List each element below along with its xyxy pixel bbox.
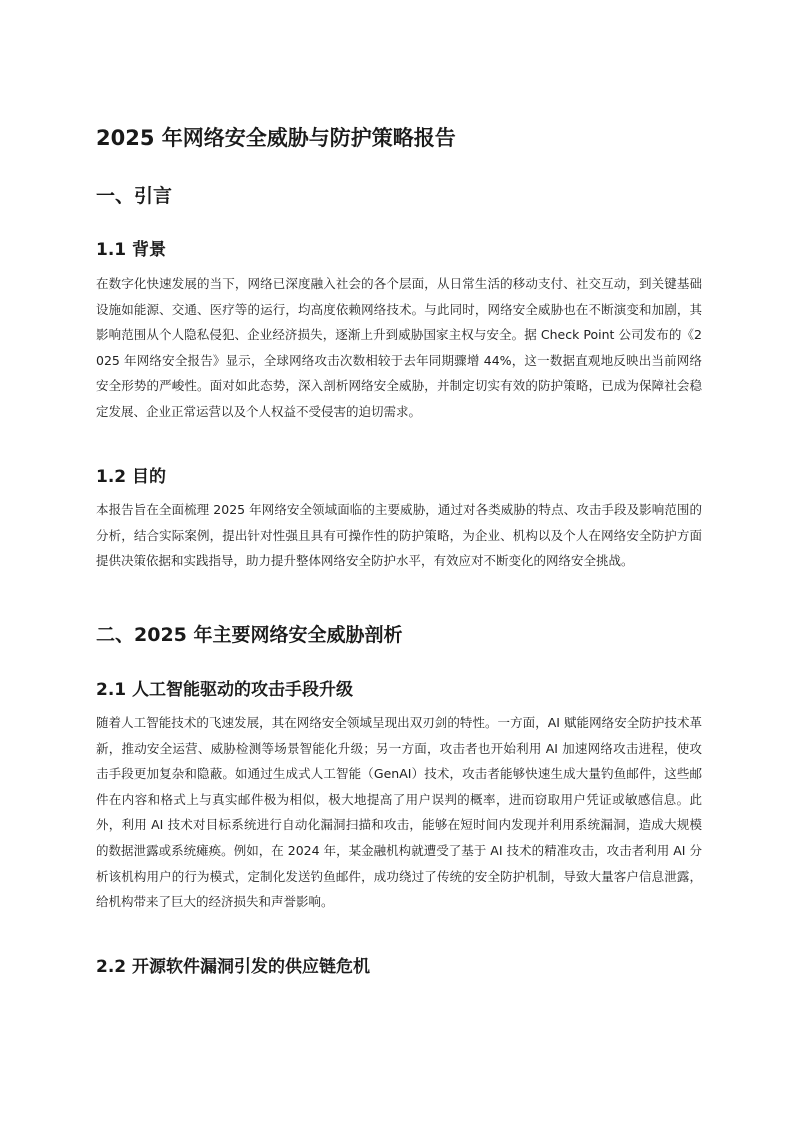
subsection-heading-background: 1.1 背景 [96,240,167,260]
subsection-heading-open-source-supply-chain: 2.2 开源软件漏洞引发的供应链危机 [96,957,371,977]
paragraph-ai-attacks: 随着人工智能技术的飞速发展，其在网络安全领域呈现出双刃剑的特性。一方面，AI 赋能网络安全防护技术革新，推动安全运营、威胁检测等场景智能化升级；另一方面，攻击者也开始利用 AI 加速网络攻击进程，使攻击手段更加复杂和隐蔽。如通过生成式人工智能（GenAI）技术，攻击者能够快速生成大量钓鱼邮件，这些邮件在内容和格式上与真实邮件极为相似，极大地提高了用户误判的概率，进而窃取用户凭证或敏感信息。此外，利用 AI 技术对目标系统进行自动化漏洞扫描和攻击，能够在短时间内发现并利用系统漏洞，造成大规模的数据泄露或系统瘫痪。例如，在 2024 年，某金融机构就遭受了基于 AI 技术的精准攻击，攻击者利用 AI 分析该机构用户的行为模式，定制化发送钓鱼邮件，成功绕过了传统的安全防护机制，导致大量客户信息泄露，给机构带来了巨大的经济损失和声誉影响。 [96,715,702,910]
section-heading-threats: 二、2025 年主要网络安全威胁剖析 [96,624,403,646]
section-heading-introduction: 一、引言 [96,185,173,207]
subsection-heading-ai-attacks: 2.1 人工智能驱动的攻击手段升级 [96,680,354,700]
subsection-heading-purpose: 1.2 目的 [96,467,167,487]
document-title: 2025 年网络安全威胁与防护策略报告 [96,126,456,150]
paragraph-purpose: 本报告旨在全面梳理 2025 年网络安全领域面临的主要威胁，通过对各类威胁的特点、攻击手段及影响范围的分析，结合实际案例，提出针对性强且具有可操作性的防护策略，为企业、机构以及个人在网络安全防护方面提供决策依据和实践指导，助力提升整体网络安全防护水平，有效应对不断变化的网络安全挑战。 [96,502,702,569]
paragraph-background: 在数字化快速发展的当下，网络已深度融入社会的各个层面，从日常生活的移动支付、社交互动，到关键基础设施如能源、交通、医疗等的运行，均高度依赖网络技术。与此同时，网络安全威胁也在不断演变和加剧，其影响范围从个人隐私侵犯、企业经济损失，逐渐上升到威胁国家主权与安全。据 Check Point 公司发布的《2025 年网络安全报告》显示，全球网络攻击次数相较于去年同期骤增 44%，这一数据直观地反映出当前网络安全形势的严峻性。面对如此态势，深入剖析网络安全威胁，并制定切实有效的防护策略，已成为保障社会稳定发展、企业正常运营以及个人权益不受侵害的迫切需求。 [96,276,702,419]
